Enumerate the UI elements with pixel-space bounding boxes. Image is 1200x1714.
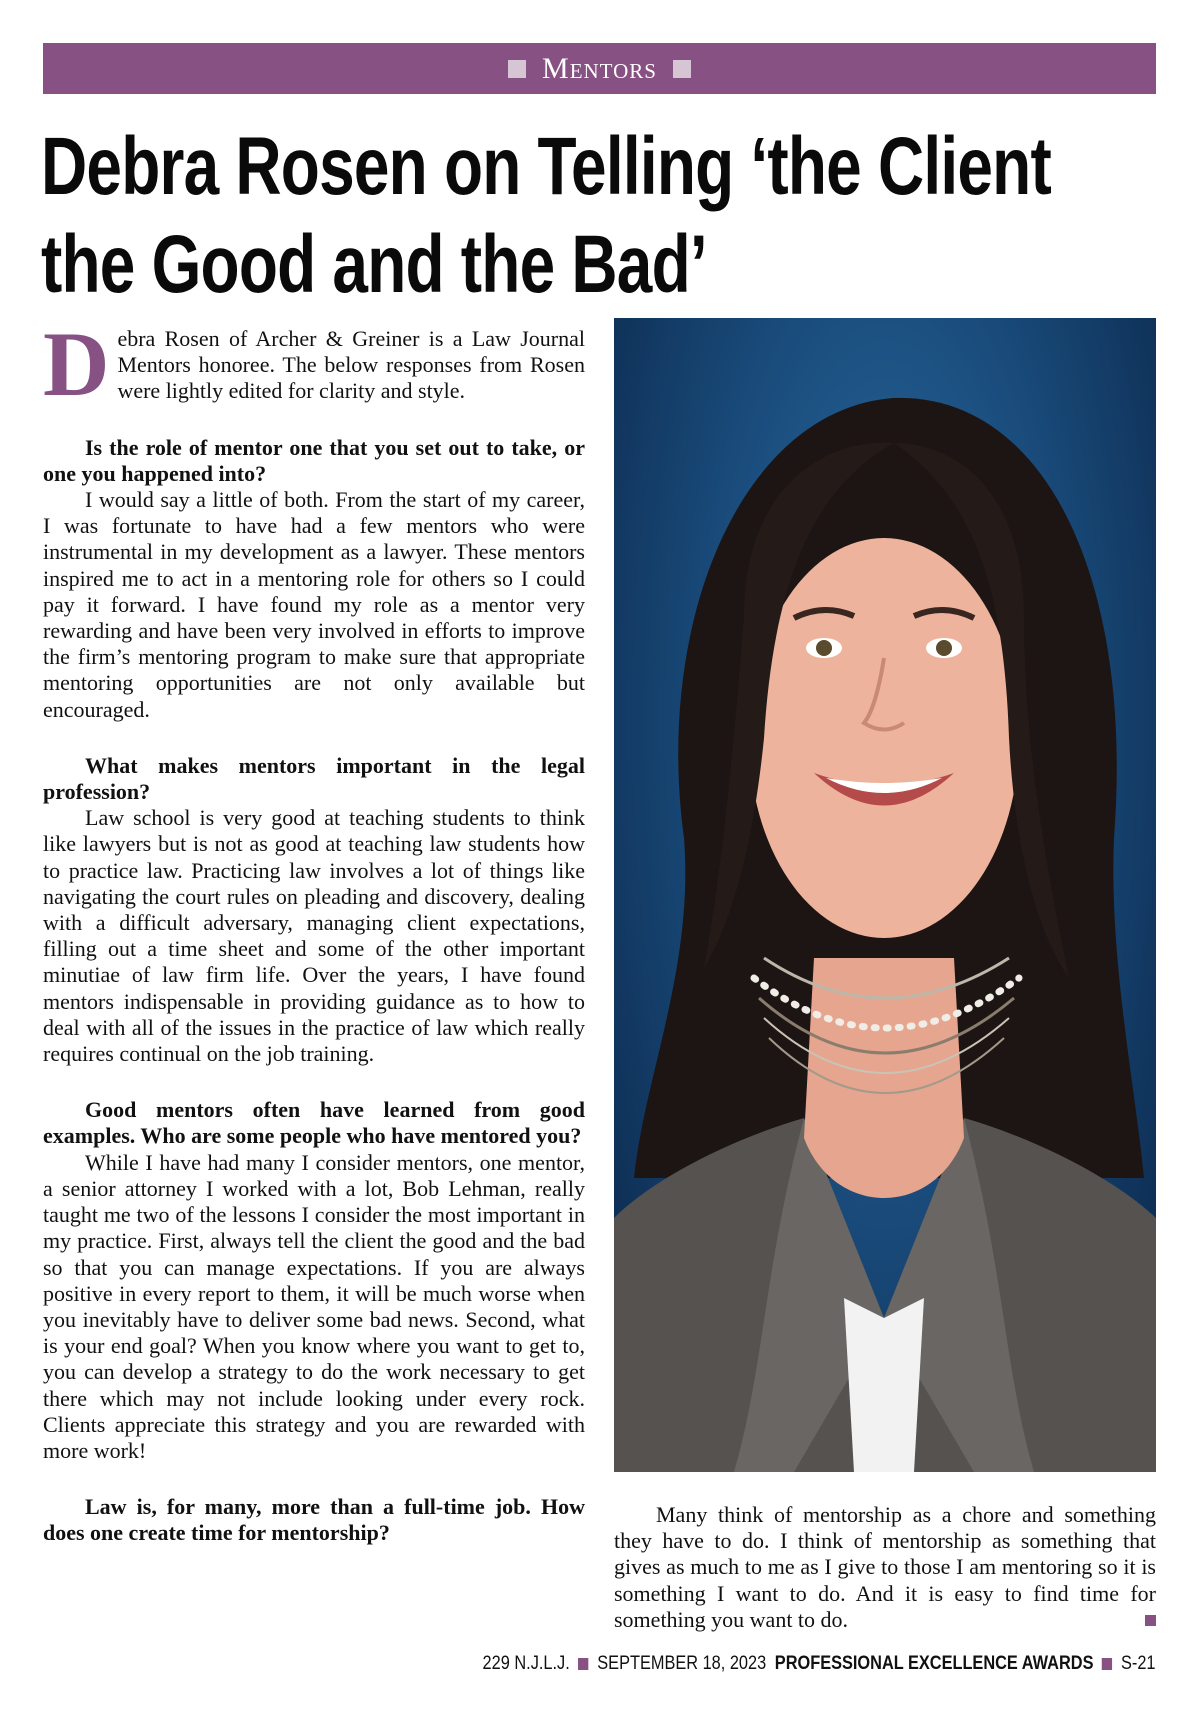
banner-square-left [508,60,526,78]
banner-square-right [673,60,691,78]
footer-separator [1103,1658,1113,1670]
portrait-illustration [614,318,1156,1472]
end-mark [1145,1615,1156,1626]
footer-section: PROFESSIONAL EXCELLENCE AWARDS [775,1653,1094,1674]
answer-2: Law school is very good at teaching students to think like lawyers but is not as good at teaching law students how to practice law. Practicing law involves a lot of things like navigating the court rules on pleading and discovery, dealing with a difficult adversary, managing client expectations, filling out a time sheet and some of the other important minutiae of law firm life. Over the years, I have found mentors indispensable in providing guidance as to how to deal with all of the issues in the practice of law which really requires continual on the job training. [43,805,585,1067]
footer-date: SEPTEMBER 18, 2023 [597,1653,767,1674]
drop-cap: D [43,326,110,405]
answer-4 [614,1502,1156,1633]
article-column-right [614,1502,1156,1633]
intro-paragraph [43,326,585,405]
section-banner [43,43,1156,94]
question-4: Law is, for many, more than a full-time job. How does one create time for mentorship? [43,1494,585,1546]
answer-4-text: Many think of mentorship as a chore and something they have to do. I think of mentorship as something that gives as much to me as I give to those I am mentoring so it is something I want to do. And it is easy to find time for something you want to do. [614,1502,1156,1632]
question-2: What makes mentors important in the legal profession? [43,752,585,805]
page-footer [483,1650,1156,1678]
footer-separator [579,1658,589,1670]
headline: Debra Rosen on Telling ‘the Client the Good and the Bad’ [41,121,1051,310]
portrait-photo [614,318,1156,1472]
intro-text: ebra Rosen of Archer & Greiner is a Law Journal Mentors honoree. The below responses from Rosen were lightly edited for clarity and style. [117,326,585,404]
article-column-left [43,326,585,1547]
question-3: Good mentors often have learned from good examples. Who are some people who have mentored you? [43,1097,585,1149]
footer-page-number: S-21 [1121,1653,1156,1674]
question-1: Is the role of mentor one that you set out to take, or one you happened into? [43,434,585,486]
section-label: Mentors [542,51,657,85]
answer-1: I would say a little of both. From the start of my career, I was fortunate to have had a few mentors who were instrumental in my development as a lawyer. These mentors inspired me to act in a mentoring role for others so I could pay it forward. I have found my role as a mentor very rewarding and have been very involved in efforts to improve the firm’s mentoring program to make sure that appropriate mentoring opportunities are not only available but encouraged. [43,487,585,722]
answer-3: While I have had many I consider mentors, one mentor, a senior attorney I worked with a lot, Bob Lehman, really taught me two of the lessons I consider the most important in my practice. First, always tell the client the good and the bad so that you can manage expectations. If you are always positive in every report to them, it will be much worse when you inevitably have to deliver some bad news. Second, what is your end goal? When you know where you want to get to, you can develop a strategy to do the work necessary to get there which may not include looking under every rock. Clients appreciate this strategy and you are rewarded with more work! [43,1149,585,1463]
footer-volume: 229 N.J.L.J. [483,1653,571,1674]
